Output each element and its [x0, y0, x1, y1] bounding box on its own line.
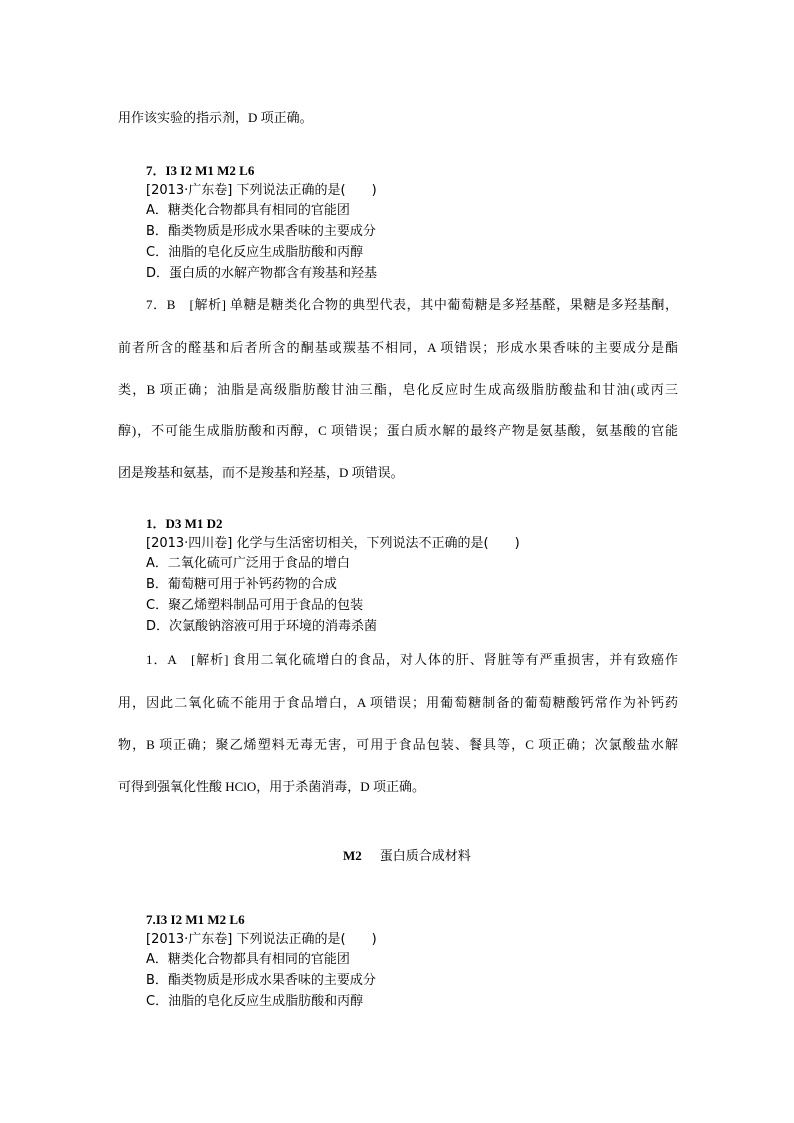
- q7-code: 7．I3 I2 M1 M2 L6: [146, 163, 255, 178]
- q7b-option-b: B．酯类物质是形成水果香味的主要成分: [146, 973, 376, 988]
- q7b-stem: [2013·广东卷] 下列说法正确的是( ): [146, 932, 377, 947]
- q7-analysis-line: 7．B [解析] 单糖是糖类化合物的典型代表，其中葡萄糖是多羟基醛，果糖是多羟基酮，: [146, 297, 678, 312]
- intro-line: 用作该实验的指示剂，D 项正确。: [118, 110, 313, 125]
- q1-stem: [2013·四川卷] 化学与生活密切相关，下列说法不正确的是( ): [146, 536, 520, 551]
- q7b-option-c: C．油脂的皂化反应生成脂肪酸和丙醇: [146, 994, 364, 1009]
- q1-analysis-line: 可得到强氧化性酸 HClO，用于杀菌消毒，D 项正确。: [118, 779, 425, 794]
- q7-option-c: C．油脂的皂化反应生成脂肪酸和丙醇: [146, 245, 364, 260]
- q1-analysis-line: 用，因此二氧化硫不能用于食品增白，A 项错误；用葡萄糖制备的葡萄糖酸钙常作为补钙药: [118, 695, 678, 710]
- q7b-option-a: A．糖类化合物都具有相同的官能团: [146, 952, 350, 967]
- section-code: M2: [343, 848, 362, 863]
- q1-analysis-line: 物，B 项正确；聚乙烯塑料无毒无害，可用于食品包装、餐具等，C 项正确；次氯酸盐水解: [118, 737, 678, 752]
- section-heading: [343, 848, 471, 865]
- section-title: 蛋白质合成材料: [379, 849, 471, 864]
- q7-option-b: B．酯类物质是形成水果香味的主要成分: [146, 224, 376, 239]
- q7-option-a: A．糖类化合物都具有相同的官能团: [146, 203, 350, 218]
- q1-option-d: D．次氯酸钠溶液可用于环境的消毒杀菌: [146, 619, 378, 634]
- q7-option-d: D．蛋白质的水解产物都含有羧基和羟基: [146, 266, 378, 281]
- q7b-code: 7.I3 I2 M1 M2 L6: [146, 912, 245, 927]
- q7-analysis-line: 醇)，不可能生成脂肪酸和丙醇，C 项错误；蛋白质水解的最终产物是氨基酸，氨基酸的官能: [118, 423, 678, 438]
- q1-analysis-line: 1．A [解析] 食用二氧化硫增白的食品，对人体的肝、肾脏等有严重损害，并有致癌作: [146, 652, 678, 667]
- q7-analysis-line: 团是羧基和氨基，而不是羧基和羟基，D 项错误。: [118, 465, 404, 480]
- q1-option-b: B．葡萄糖可用于补钙药物的合成: [146, 577, 337, 592]
- q1-code: 1．D3 M1 D2: [146, 516, 223, 531]
- q7-analysis-line: 类，B 项正确；油脂是高级脂肪酸甘油三酯，皂化反应时生成高级脂肪酸盐和甘油(或丙三: [118, 382, 678, 397]
- q1-option-c: C．聚乙烯塑料制品可用于食品的包装: [146, 598, 364, 613]
- q7-stem: [2013·广东卷] 下列说法正确的是( ): [146, 183, 377, 198]
- q7-analysis-line: 前者所含的醛基和后者所含的酮基或羰基不相同，A 项错误；形成水果香味的主要成分是酯: [118, 340, 678, 355]
- q1-option-a: A．二氧化硫可广泛用于食品的增白: [146, 556, 350, 571]
